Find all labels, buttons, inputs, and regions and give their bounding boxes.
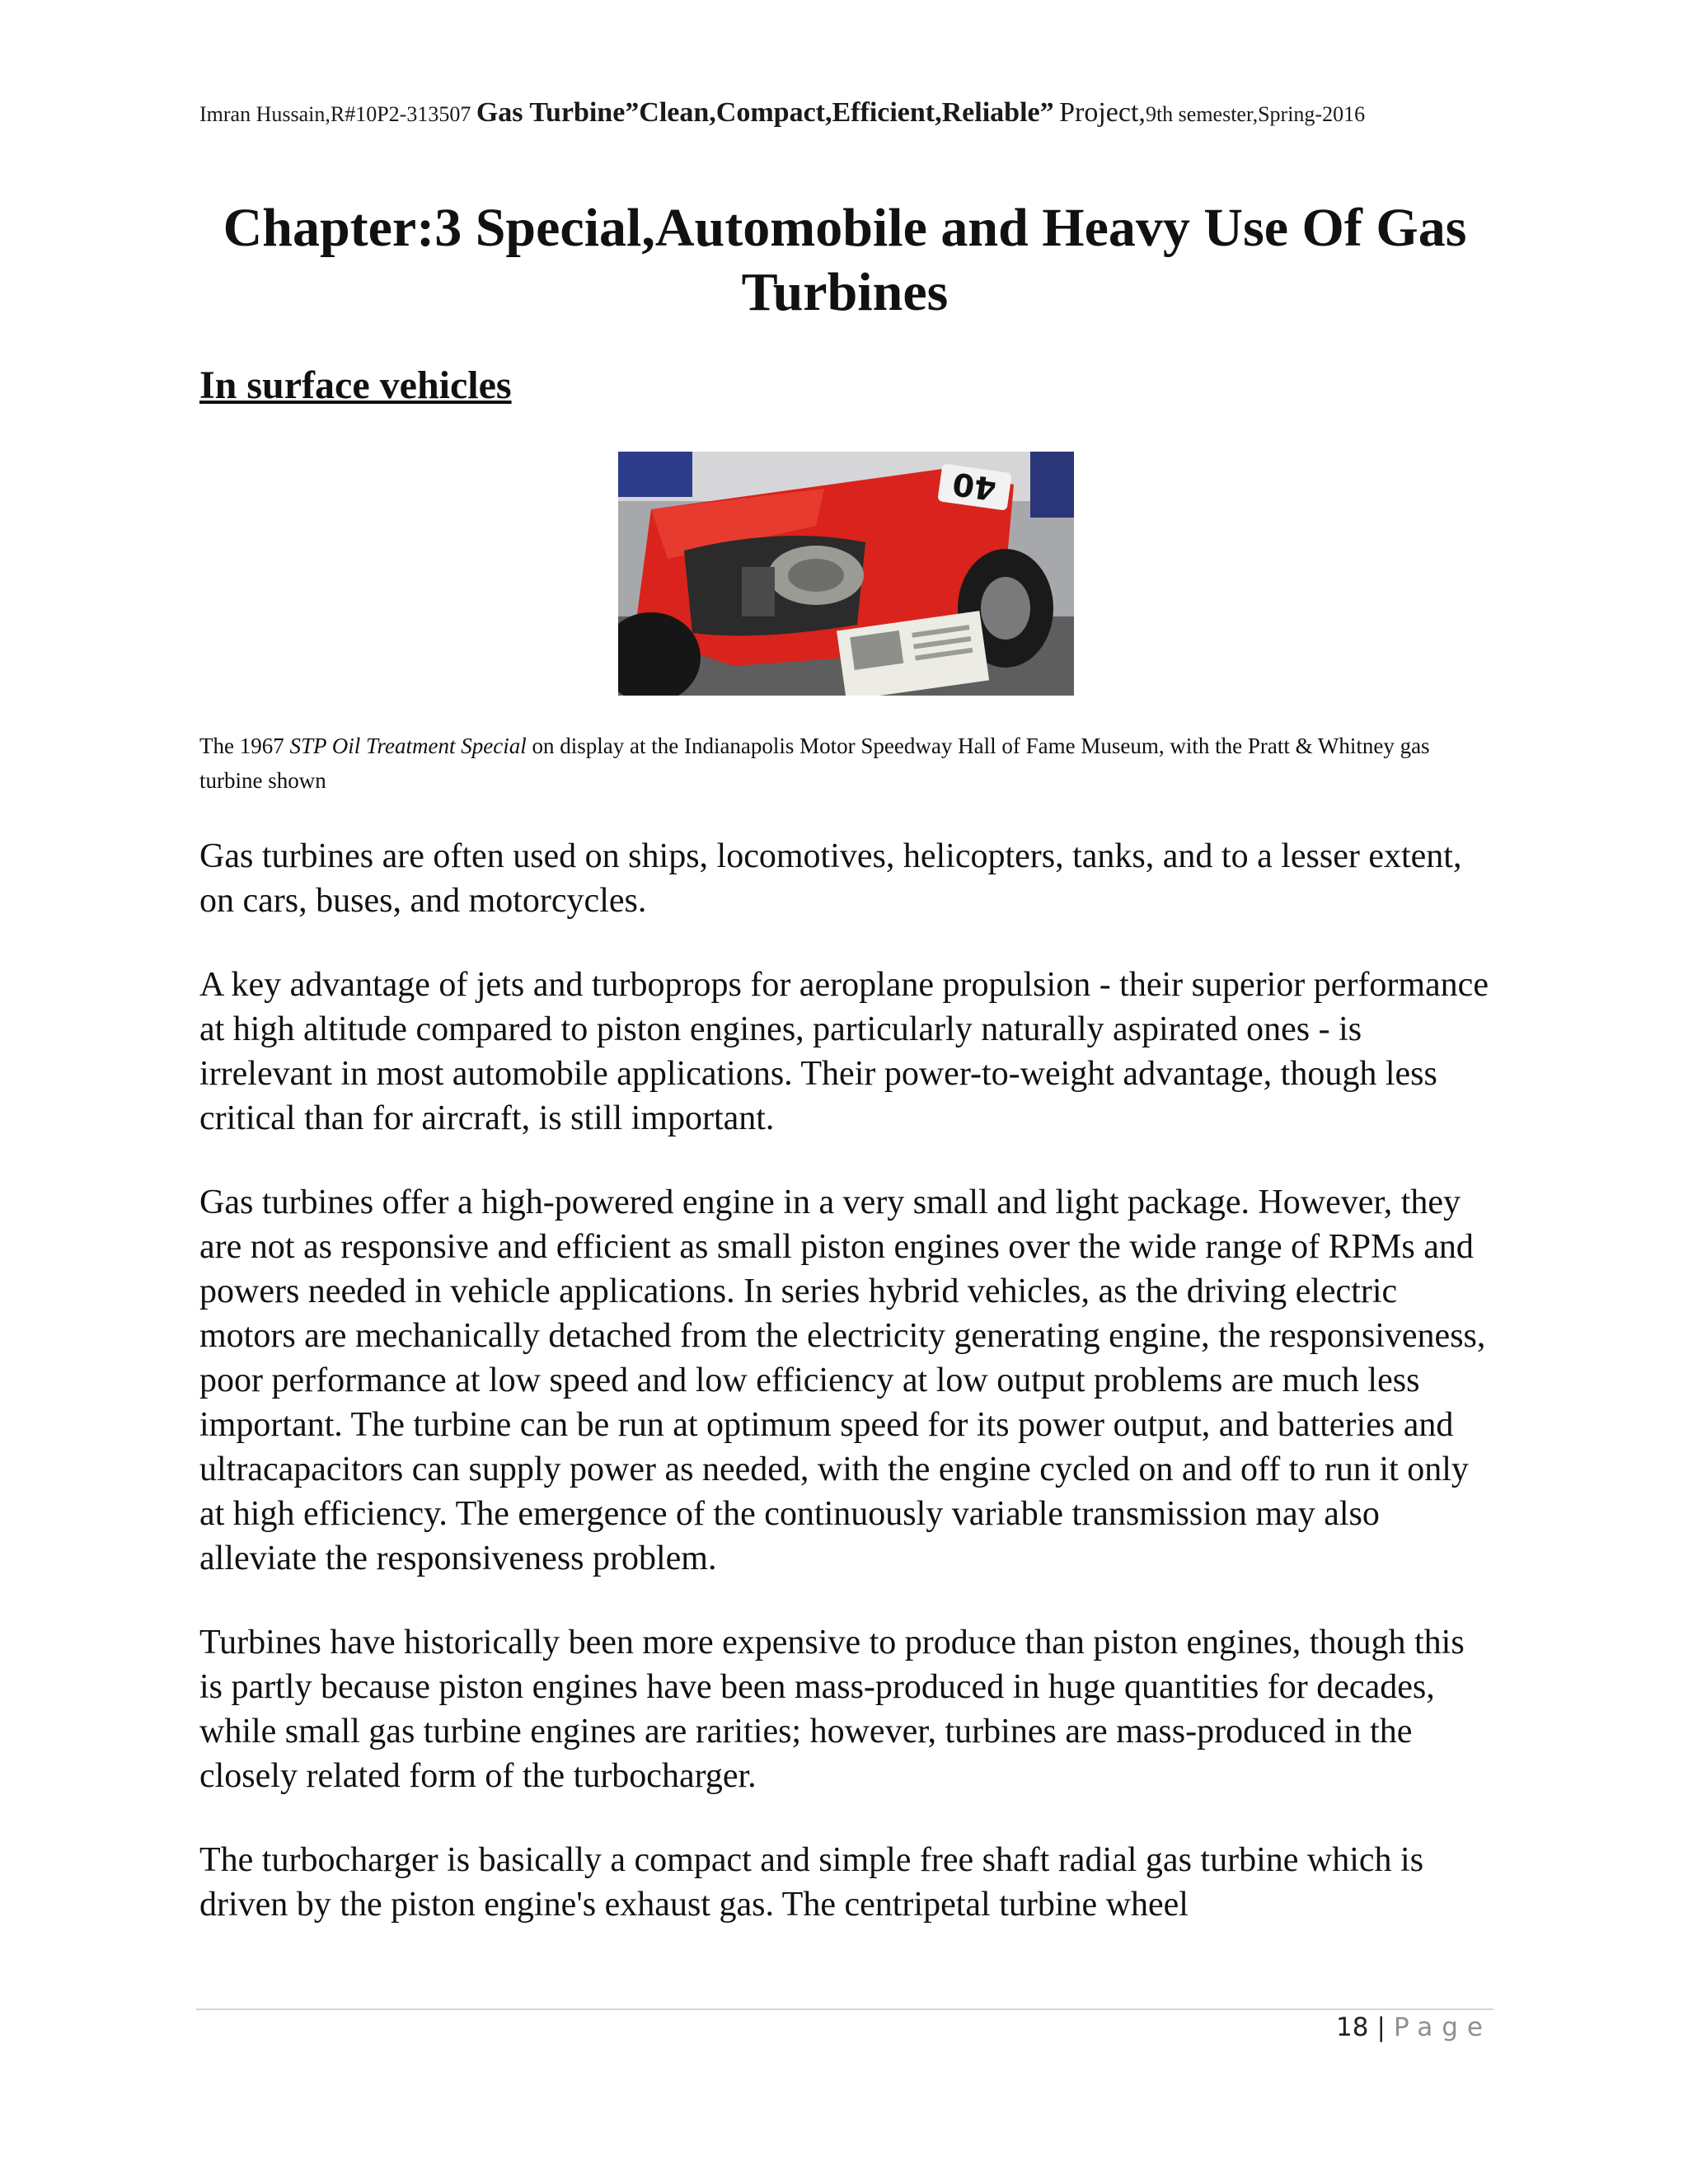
- footer-divider: [196, 2008, 1493, 2010]
- caption-suffix: on display at the Indianapolis Motor Speedway Hall of Fame Museum, with the Pratt & Whitney gas turbine shown: [199, 733, 1430, 793]
- page-label: Page: [1393, 2013, 1492, 2042]
- paragraph: Gas turbines are often used on ships, locomotives, helicopters, tanks, and to a lesser extent, on cars, buses, and motorcycles.: [199, 837, 1462, 920]
- header-author: Imran Hussain,R#10P2-313507: [199, 102, 471, 126]
- chapter-title: Chapter:3 Special,Automobile and Heavy Use Of Gas Turbines: [223, 198, 1467, 322]
- footer-separator: |: [1376, 2013, 1386, 2042]
- paragraph: A key advantage of jets and turboprops for aeroplane propulsion - their superior performance at high altitude compared to piston engines, particularly naturally aspirated ones - is irrelevant in most automobile applications. Their power-to-weight advantage, though less critical than for aircraft, is still important.: [199, 966, 1489, 1137]
- page-number: 18: [1336, 2013, 1369, 2042]
- body-text: [199, 834, 1490, 1966]
- paragraph: Gas turbines offer a high-powered engine in a very small and light package. However, they are not as responsive and efficient as small piston engines over the wide range of RPMs and powers needed in vehicle applications. In series hybrid vehicles, as the driving electric motors are mechanically detached from the electricity generating engine, the responsiveness, poor performance at low speed and low efficiency at low output problems are much less important. The turbine can be run at optimum speed for its power output, and batteries and ultracapacitors can supply power as needed, with the engine cycled on and off to run it only at high efficiency. The emergence of the continuously variable transmission may also alleviate the responsiveness problem.: [199, 1183, 1486, 1577]
- header-project-title: Gas Turbine”Clean,Compact,Efficient,Reliable”: [476, 97, 1054, 128]
- header-semester: 9th semester,Spring-2016: [1145, 102, 1366, 126]
- paragraph: The turbocharger is basically a compact and simple free shaft radial gas turbine which is driven by the piston engine's exhaust gas. The centripetal turbine wheel: [199, 1841, 1424, 1924]
- car-number: 40: [950, 465, 999, 508]
- page-footer: [1336, 2013, 1492, 2042]
- figure-caption: [199, 729, 1490, 798]
- caption-italic: STP Oil Treatment Special: [289, 733, 527, 758]
- caption-prefix: The 1967: [199, 733, 290, 758]
- paragraph: Turbines have historically been more expensive to produce than piston engines, though this is partly because piston engines have been mass-produced in huge quantities for decades, while small gas turbine engines are rarities; however, turbines are mass-produced in the closely related form of the turbocharger.: [199, 1624, 1465, 1795]
- running-header: [199, 97, 1485, 129]
- race-car-photo: [618, 452, 1074, 696]
- header-project: Project,: [1059, 97, 1146, 128]
- section-heading: In surface vehicles: [199, 363, 512, 407]
